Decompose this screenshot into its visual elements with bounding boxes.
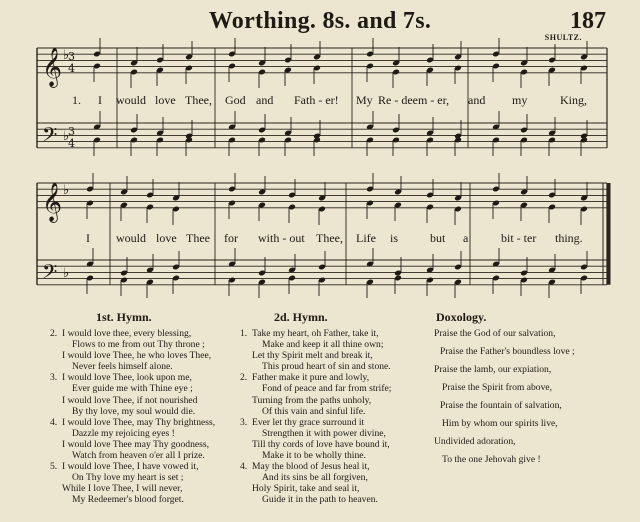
hymn1-line — [50, 494, 215, 505]
time-signature-bottom: 4 — [68, 62, 75, 75]
verse-text: Make it to be wholly thine. — [262, 450, 366, 462]
hymn1-line — [50, 472, 215, 483]
lyric-word: Thee, — [185, 93, 212, 107]
verse-text: I would love Thee, he who loves Thee, — [62, 350, 212, 362]
doxology-line: To the one Jehovah give ! — [442, 454, 541, 465]
lyric-word: my — [512, 93, 528, 107]
doxology-line: Praise the lamb, our expiation, — [434, 364, 552, 375]
verse-text: My Redeemer's blood forget. — [72, 494, 184, 506]
hymn1-line — [50, 439, 215, 450]
verse-text: Watch from heaven o'er all I prize. — [72, 450, 205, 462]
verse-text: I would love Thee may Thy goodness, — [62, 438, 209, 450]
doxology-line: Undivided adoration, — [434, 436, 516, 447]
verse-text: Of this vain and sinful life. — [262, 405, 366, 417]
hymn2-line — [240, 339, 391, 350]
verse-text: And its sins be all forgiven, — [262, 472, 368, 484]
doxology-line: Praise the Father's boundless love ; — [440, 346, 575, 357]
hymn2-line — [240, 361, 391, 372]
hymn2-line — [240, 350, 391, 361]
lyric-word: with - out — [258, 231, 305, 245]
verse-number: 1. — [240, 328, 248, 339]
time-signature-top: 3 — [68, 125, 75, 138]
hymn2-line — [240, 472, 391, 483]
verse-text: While I love Thee, I will never, — [62, 483, 183, 495]
lyric-word: Fath - er! — [294, 93, 339, 107]
lyric-word: thing. — [555, 231, 583, 245]
verse-text: By thy love, my soul would die. — [72, 405, 196, 417]
staff-lines — [37, 48, 607, 285]
hymn2-heading: 2d. Hymn. — [274, 310, 328, 324]
lyric-word: for — [224, 231, 238, 245]
time-signature-bottom: 4 — [68, 137, 75, 150]
lyric-word: Thee, — [316, 231, 343, 245]
doxology-line: Praise the God of our salvation, — [434, 328, 556, 339]
verse-number: 3. — [50, 372, 58, 384]
verse-text: Father make it pure and lowly, — [252, 372, 370, 384]
verse-text: I would love Thee, I have vowed it, — [62, 461, 199, 473]
verse-text: I would love Thee, if not nourished — [62, 394, 198, 406]
lyric-word: 1. — [72, 93, 81, 107]
verse-text: Ever let thy grace surround it — [252, 416, 365, 428]
treble-clef: 𝄞 — [42, 47, 63, 87]
verse-number: 4. — [50, 416, 58, 428]
hymn2-line — [240, 450, 391, 461]
hymn2-line — [240, 417, 391, 428]
lyric-word: and — [256, 93, 274, 107]
page-number: 187 — [570, 8, 606, 34]
lyric-word: I — [98, 93, 102, 107]
doxology-line: Praise the Spirit from above, — [442, 382, 553, 393]
hymn2-line — [240, 328, 391, 339]
hymn1-line — [50, 372, 215, 383]
lyric-word: would — [116, 231, 146, 245]
verse-text: On Thy love my heart is set ; — [72, 472, 184, 484]
hymn1-line — [50, 483, 215, 494]
lyric-word: Life — [356, 231, 376, 245]
lyric-word: but — [430, 231, 446, 245]
verse-text: Guide it in the path to heaven. — [262, 494, 378, 506]
hymn2-line — [240, 483, 391, 494]
hymn1-heading: 1st. Hymn. — [96, 310, 152, 324]
bass-clef: 𝄢 — [42, 123, 58, 151]
verse-text: I would love Thee, may Thy brightness, — [62, 416, 216, 428]
doxology-line: Praise the fountain of salvation, — [440, 400, 562, 411]
hymn1-line — [50, 328, 215, 339]
hymn2-line — [240, 406, 391, 417]
hymn2-line — [240, 428, 391, 439]
verse-text: May the blood of Jesus heal it, — [252, 461, 370, 473]
verse-text: Dazzle my rejoicing eyes ! — [72, 427, 175, 439]
bass-clef: 𝄢 — [42, 260, 58, 288]
verse-text: Strengthen it with power divine, — [262, 427, 386, 439]
hymn1-line — [50, 428, 215, 439]
verse-text: Turning from the paths unholy, — [252, 394, 372, 406]
lyric-word: would — [116, 93, 146, 107]
composer-credit: SHULTZ. — [544, 33, 582, 42]
lyric-word: Thee — [186, 231, 210, 245]
verse-text: Ever guide me with Thine eye ; — [72, 383, 193, 395]
page-title: Worthing. 8s. and 7s. — [208, 8, 432, 34]
lyric-word: King, — [560, 93, 587, 107]
verse-number: 5. — [50, 461, 58, 473]
verse-text: Flows to me from out Thy throne ; — [72, 339, 205, 351]
hymn1-line — [50, 406, 215, 417]
verse-text: Let thy Spirit melt and break it, — [252, 350, 373, 362]
lyric-word: Re - deem - er, — [378, 93, 450, 107]
hymn2-line — [240, 383, 391, 394]
flat-sign: ♭ — [63, 48, 70, 63]
flat-sign: ♭ — [63, 266, 70, 281]
verse-text: I would love Thee, look upon me, — [62, 372, 192, 384]
lyric-word: I — [86, 231, 90, 245]
doxology-heading: Doxology. — [436, 310, 487, 324]
verse-number: 3. — [240, 416, 248, 428]
verse-number: 4. — [240, 461, 248, 473]
hymn1-line — [50, 361, 215, 372]
hymn2-line — [240, 461, 391, 472]
hymn2-verses — [240, 328, 391, 506]
verse-number: 2. — [50, 328, 58, 339]
clef-signs — [42, 47, 75, 288]
time-signature-top: 3 — [68, 50, 75, 63]
hymn2-line — [240, 439, 391, 450]
verse-text: Till thy cords of love have bound it, — [252, 438, 390, 450]
hymn1-line — [50, 395, 215, 406]
verse-number: 2. — [240, 372, 248, 384]
flat-sign: ♭ — [63, 183, 70, 198]
lyric-word: and — [468, 93, 486, 107]
hymn1-line — [50, 350, 215, 361]
lyric-word: love — [156, 231, 177, 245]
hymn1-line — [50, 461, 215, 472]
hymn1-line — [50, 383, 215, 394]
hymn1-line — [50, 450, 215, 461]
verse-text: Take my heart, oh Father, take it, — [252, 328, 379, 339]
lyric-word: love — [155, 93, 176, 107]
flat-sign: ♭ — [63, 129, 70, 144]
music-notes — [86, 38, 588, 298]
lyric-word: bit - ter — [501, 231, 537, 245]
verse-text: This proud heart of sin and stone. — [262, 361, 391, 373]
verse-text: Holy Spirit, take and seal it, — [252, 483, 360, 495]
hymn1-line — [50, 417, 215, 428]
verse-text: Never feels himself alone. — [72, 361, 173, 373]
lyric-word: God — [225, 93, 246, 107]
hymn2-line — [240, 372, 391, 383]
verse-text: Make and keep it all thine own; — [262, 339, 384, 351]
verse-text: Fond of peace and far from strife; — [262, 383, 392, 395]
lyric-word: a — [463, 231, 469, 245]
lyric-word: is — [390, 231, 399, 245]
treble-clef: 𝄞 — [42, 182, 63, 222]
bar-lines — [37, 48, 609, 285]
hymn1-verses — [50, 328, 215, 506]
hymn2-line — [240, 494, 391, 505]
verse-text: I would love thee, every blessing, — [62, 328, 192, 339]
lyric-word: My — [356, 93, 373, 107]
doxology-line: Him by whom our spirits live, — [442, 418, 558, 429]
hymn1-line — [50, 339, 215, 350]
hymn2-line — [240, 395, 391, 406]
